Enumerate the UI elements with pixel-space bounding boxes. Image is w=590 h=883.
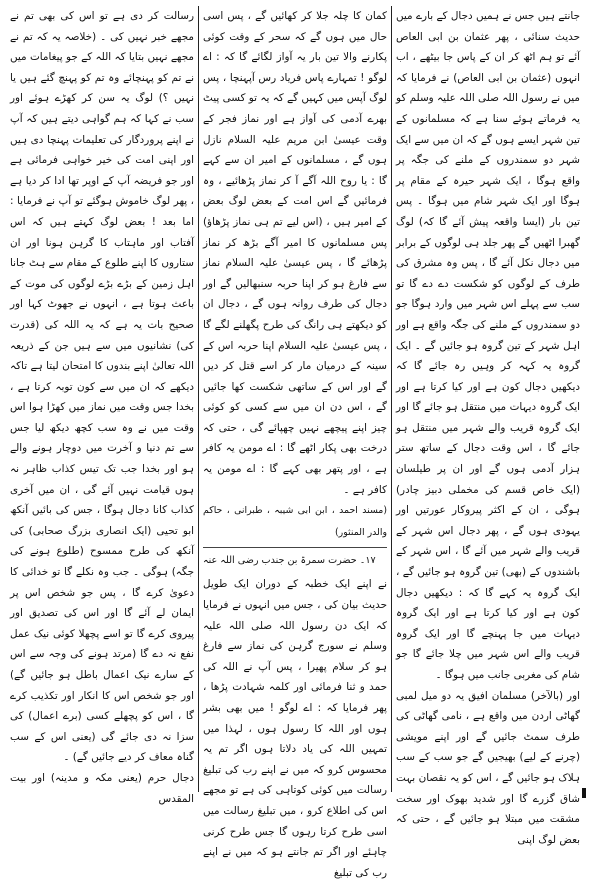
paragraph: نے اپنے ایک خطبہ کے دوران ایک طویل حدیث بیان کی ، جس میں انہوں نے فرمایا کہ ایک دن رسول اللہ صلی اللہ علیہ وسلم نے سورج گرہن کی نماز سے فارغ ہو کر سلام پھیرا ، پس آپ نے اللہ کی حمد و ثنا فرمائی اور کلمہ شہادت پڑھا ، پھر فرمایا کہ : اے لوگو ! میں بھی بشر ہوں اور اللہ کا رسول ہوں ، لہذا میں تمہیں اللہ کی یاد دلاتا ہوں اگر تم یہ محسوس کرو کہ میں نے اپنے رب کی تبلیغ رسالت میں کوئی کوتاہی کی ہے تو مجھے اس کی اطلاع کرو ، میں تبلیغ رسالت میں اسی طرح کرتا رہوں گا جس طرح کرنی چاہئے اور اگر تم جانتے ہو کہ میں نے اپنے رب کی تبلیغ bbox=[203, 578, 387, 879]
hadith-number: ۱۷۔ bbox=[359, 555, 376, 567]
paragraph: جانتے ہیں جس نے ہمیں دجال کے بارے میں حدیث سنائی ، پھر عثمان بن ابی العاص آئے تو ہم اٹھ کر ان کے پاس جا بیٹھے ، اب انہوں (عثمان بن ابی العاص) نے فرمایا کہ میں نے رسول اللہ صلی اللہ علیہ وسلم کو یہ فرماتے ہوئے سنا ہے کہ مسلمانوں کے تین شہر ایسے ہوں گے کہ ان میں سے ایک شہر دو سمندروں کے ملنے کی جگہ پر واقع ہوگا ، ایک شہر حیرہ کے مقام پر ہوگا اور ایک شہر شام میں ہوگا ۔ پس تین بار (ایسا واقعہ پیش آئے گا کہ) لوگ گھبرا اٹھیں گے پھر جلد ہی لوگوں کے برابر میں دجال نکل آئے گا ، پس وہ مشرق کی طرف کے لوگوں کو شکست دے دے گا تو سب سے پہلے اس شہر میں وارد ہوگا جو دو سمندروں کے ملنے کی جگہ واقع ہے اور اہل شہر کے تین گروہ ہو جائیں گے ۔ ایک گروہ یہ کہہ کر وہیں رہ جائے گا کہ دیکھیں دجال کون ہے اور کیا کرتا ہے اور ایک گروہ دیہات میں منتقل ہو جائے گا اور ایک گروہ قریب والے شہر میں منتقل ہو جائے گا ، اس وقت دجال کے ساتھ ستر ہزار آدمی ہوں گے اور ان پر طیلسان (ایک خاص قسم کی مخملی دبیز چادر) ہوگی ، ان کے اکثر پیروکار عورتیں اور یہودی ہوں گے ، پھر دجال اس شہر کے قریب والے شہر میں آئے گا ، اس شہر کے باشندوں کے (بھی) تین گروہ ہو جائیں گے ، ایک گروہ یہ کہے گا کہ : دیکھیں دجال کون ہے اور کیا کرتا ہے اور ایک گروہ دیہات میں جا پہنچے گا اور ایک گروہ قریب والے اس شہر میں چلا جائے گا جو شام کی مغربی جانب میں ہوگا ۔ bbox=[396, 10, 580, 681]
reference-citation: (مسند احمد ، ابن ابی شیبہ ، طبرانی ، حاکم والدر المنثور) bbox=[203, 505, 387, 538]
paragraph: رسالت کر دی ہے تو اس کی بھی تم نے مجھے خبر نہیں کی ۔ (خلاصہ یہ کہ تم نے مجھے نہیں بتایا کہ اللہ کے جو پیغامات میں نے تم کو پہنچائے وہ تم کو پہنچ گئے ہیں یا نہیں ؟) لوگ یہ سن کر کھڑے ہوئے اور سب نے کہا کہ ہم گواہی دیتے ہیں کہ آپ نے اپنے پروردگار کی تعلیمات پہنچا دی ہیں اور اپنی امت کی خیر خواہی فرمائی ہے اور جو فریضہ آپ کے اوپر تھا ادا کر دیا ہے ، پھر لوگ خاموش ہوگئے تو آپ نے فرمایا : اما بعد ! بعض لوگ کہتے ہیں کہ اس آفتاب اور ماہتاب کا گرہن ہونا اور ان ستاروں کا اپنے طلوع کے مقام سے ہٹ جانا اہل زمین کے بڑے بڑے لوگوں کی موت کے باعث ہوتا ہے ، انہوں نے جھوٹ کہا اور صحیح بات یہ ہے کہ یہ اللہ کی (قدرت کی) نشانیوں میں سے ہیں جن کے ذریعہ اللہ تعالیٰ اپنے بندوں کا امتحان لیتا ہے تاکہ دیکھے کہ ان میں سے کون توبہ کرتا ہے ، بخدا جس وقت میں نماز میں کھڑا ہوا اس وقت میں نے وہ سب کچھ دیکھ لیا جس سے تم دنیا و آخرت میں دوچار ہونے والے ہو اور بخدا جب تک تیس کذاب ظاہر نہ ہوں قیامت نہیں آئے گی ، ان میں آخری کذاب کانا دجال ہوگا ، جس کی بائیں آنکھ ابو تحیی (ایک انصاری بزرگ صحابی) کی آنکھ کی طرح ممسوح (طلوع ہونے کی جگہ) ہوگی ۔ جب وہ نکلے گا تو خدائی کا دعویٰ کرے گا ، پس جو شخص اس پر ایمان لے آئے گا اور اس کی تصدیق اور پیروی کرے گا تو اسے پچھلا کوئی نیک عمل نفع نہ دے گا (مرتد ہونے کی وجہ سے اس کے سارے نیک اعمال باطل ہو جائیں گے) اور جو شخص اس کا انکار اور تکذیب کرے گا ، اس کو پچھلے کسی (برے اعمال) کی سزا نہ دی جائے گی (یعنی اس کے سب گناہ معاف کر دیے جائیں گے) ۔ bbox=[10, 10, 194, 764]
page-corner-mark bbox=[582, 788, 586, 798]
column-middle bbox=[199, 6, 391, 879]
hadith-heading bbox=[203, 547, 387, 572]
footer-line: دجال حرم (یعنی مکہ و مدینہ) اور بیت المقدس bbox=[10, 771, 194, 805]
paragraph: کمان کا چلہ جلا کر کھائیں گے ، پس اسی حال میں ہوں گے کہ سحر کے وقت کوئی پکارنے والا تین بار یہ آواز لگائے گا کہ : اے لوگو ! تمہارے پاس فریاد رس آپہنچا ، پس لوگ آپس میں کہیں گے کہ یہ تو کسی پیٹ بھرے آدمی کی آواز ہے اور نماز فجر کے وقت عیسیٰ ابن مریم علیہ السلام نازل ہوں گے ، مسلمانوں کے امیر ان سے کہے گا : یا روح اللہ آگے آ کر نماز پڑھائیے ، وہ فرمائیں گے اس امت کے بعض لوگ بعض کے امیر ہیں ، (اس لیے تم ہی نماز پڑھاؤ) پس مسلمانوں کا امیر آگے بڑھ کر نماز پڑھائے گا ، پس عیسیٰ علیہ السلام نماز سے فارغ ہو کر اپنا حربہ سنبھالیں گے اور دجال کی طرف روانہ ہوں گے ، دجال ان کو دیکھتے ہی رانگ کی طرح پگھلنے لگے گا ، پس عیسیٰ علیہ السلام اپنا حربہ اس کے سینہ کے درمیان مار کر اسے قتل کر دیں گے اور اس کے ساتھی شکست کھا جائیں گے ، اس دن ان میں سے کسی کو کوئی چیز اپنے پیچھے نہیں چھپائے گی ، حتی کہ درخت بھی پکار اٹھے گا : اے مومن یہ کافر ہے ، اور پتھر بھی کہے گا : اے مومن یہ کافر ہے ۔ bbox=[203, 10, 387, 496]
paragraph: اور (بالآخر) مسلمان افیق یہ دو میل لمبی گھاٹی اردن میں واقع ہے ، نامی گھاٹی کی طرف سمٹ جائیں گے اور اپنے مویشی (چرنے کے لیے) بھیجیں گے جو سب کے سب ہلاک ہو جائیں گے ، اس کو یہ نقصان بہت شاق گزرے گا اور شدید بھوک اور سخت مشقت میں مبتلا ہو جائیں گے ، حتی کہ بعض لوگ اپنی bbox=[396, 689, 580, 846]
column-right bbox=[392, 6, 584, 846]
hadith-narrator: حضرت سمرۃ بن جندب رضی اللہ عنہ bbox=[203, 555, 357, 567]
column-left bbox=[6, 6, 198, 805]
